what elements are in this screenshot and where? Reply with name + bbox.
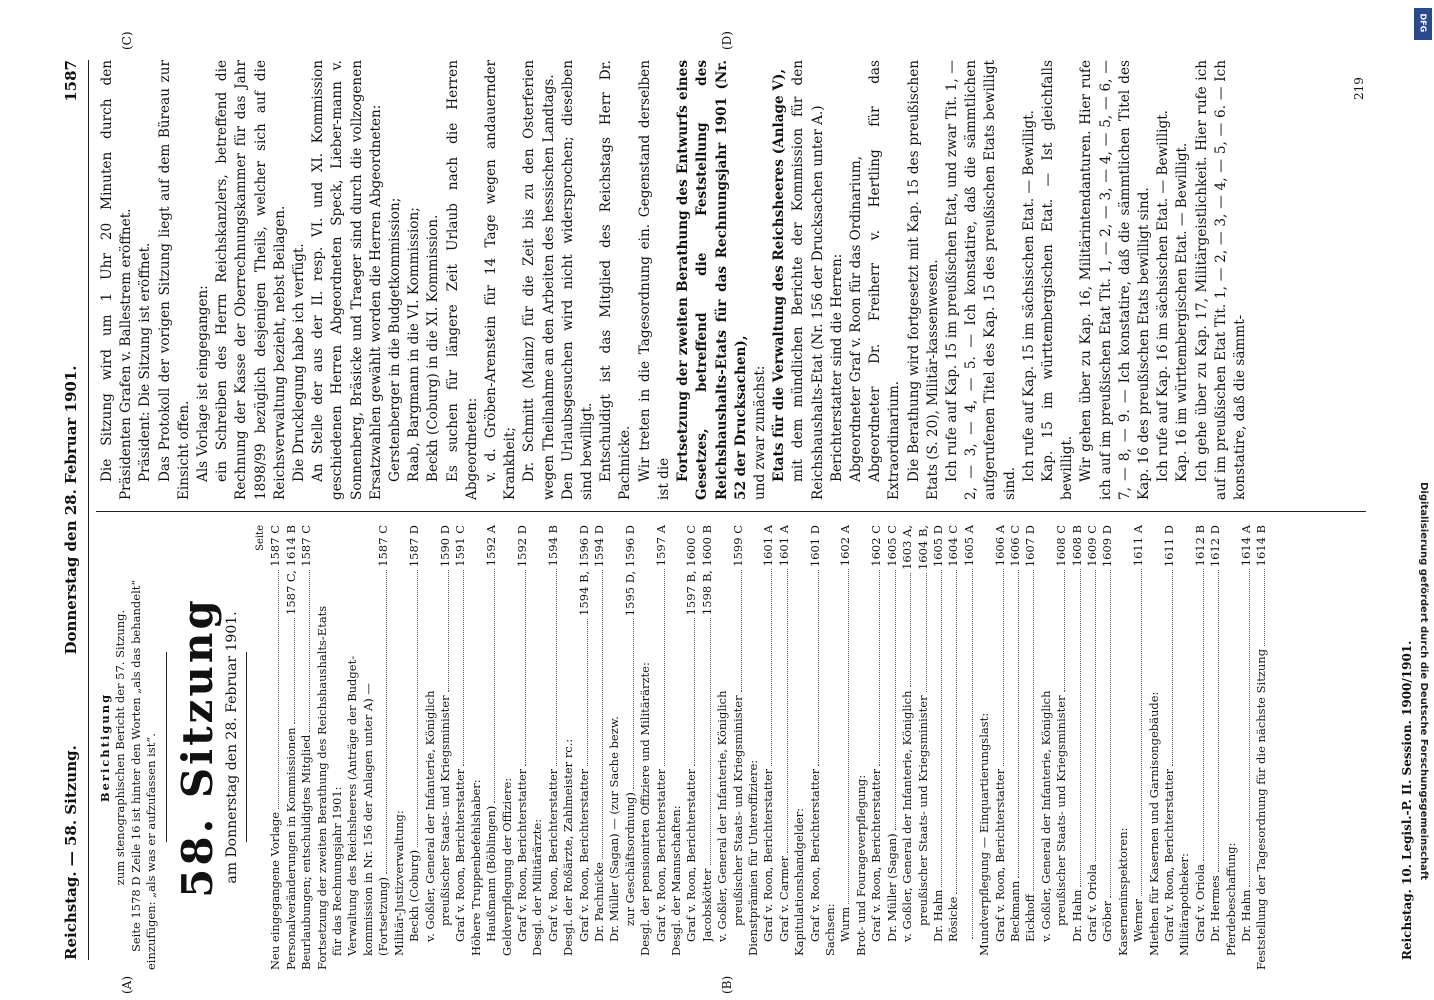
toc-entry-text: Sachsen: xyxy=(823,903,838,956)
toc-entry xyxy=(268,525,283,970)
toc-entry xyxy=(453,525,468,970)
toc-entry xyxy=(761,525,776,970)
toc-entry-page: 1587 C xyxy=(268,525,283,567)
proceedings-text xyxy=(98,60,1250,500)
toc-entry xyxy=(1162,525,1177,970)
toc-entry-page: 1612 B xyxy=(1192,525,1207,567)
toc-leader-dots xyxy=(1134,569,1142,896)
session-title: 58. Sitzung xyxy=(172,597,222,898)
toc-entry xyxy=(500,525,515,970)
seite-label: Seite xyxy=(255,525,267,551)
toc-entry-text: Militärapotheker: xyxy=(1177,853,1192,956)
toc-entry-page: 1601 A xyxy=(776,525,791,567)
proceedings-paragraph: Fortsetzung der zweiten Berathung des Entwurfs eines Gesetzes, betreffend die Feststellung des Reichshaushalts-Etats für das Rechnungsjahr 1901 (Nr. 52 der Drucksachen), xyxy=(675,60,749,500)
toc-leader-dots xyxy=(765,569,773,766)
toc-entry xyxy=(1147,525,1162,970)
header-left: Reichstag. — 58. Sitzung. xyxy=(62,745,80,960)
toc-leader-dots xyxy=(934,570,942,886)
toc-entry-text: Miethen für Kasernen und Garnisongebäude: xyxy=(1146,691,1161,956)
proceedings-paragraph: und zwar zunächst: xyxy=(751,365,768,500)
toc-entry xyxy=(546,525,561,970)
toc-entry-text: v. Goßler, General der Infanterie, Königlich xyxy=(900,690,915,942)
proceedings-paragraph: Dr. Schmitt (Mainz) für die Zeit bis zu den Osterferien wegen Theilnahme an den Arbeiten des hessischen Landtags. xyxy=(521,60,557,500)
toc-leader-dots xyxy=(487,569,495,803)
toc-entry-text: für das Rechnungsjahr 1901: xyxy=(330,786,345,956)
toc-entry-page: 1595 D, 1596 D xyxy=(622,525,637,617)
toc-entry-text: preußischer Staats- und Kriegsminister xyxy=(915,695,930,926)
toc-leader-dots xyxy=(703,618,711,865)
toc-entry xyxy=(731,525,746,970)
proceedings-paragraph: Ich rufe auf Kap. 15 im preußischen Etat, und zwar Tit. 1, — 2, — 3, — 4, — 5. — Ich konstatire, daß die sämmtlichen aufgerufenen Titel des Kap. 15 des preußischen Etats bewilligt sind. xyxy=(943,60,1018,500)
toc-entry xyxy=(1131,525,1146,970)
toc-entry-text: Beurlaubungen; entschuldigtes Mitglied xyxy=(299,734,314,970)
toc-entry-page: 1604 B, xyxy=(915,525,930,571)
toc-entry xyxy=(515,525,530,970)
toc-entry xyxy=(823,525,838,970)
proceedings-paragraph: Den Urlaubsgesuchen wird nicht widersprochen; dieselben sind bewilligt. xyxy=(559,60,596,500)
toc-entry xyxy=(438,525,453,970)
toc-entry-text: Graf v. Roon, Berichterstatter xyxy=(684,768,699,942)
toc-leader-dots xyxy=(456,570,464,766)
toc-leader-dots xyxy=(1165,570,1173,766)
toc-leader-dots xyxy=(1211,570,1219,872)
toc-entry-page: 1606 C xyxy=(1007,525,1022,567)
toc-entry xyxy=(869,525,884,970)
toc-entry-page: 1598 B, 1600 B xyxy=(699,525,714,616)
column-divider xyxy=(96,511,1366,512)
toc-leader-dots xyxy=(842,569,850,904)
toc-entry xyxy=(407,525,422,970)
toc-leader-dots xyxy=(272,570,280,809)
toc-entry-text: Graf v. Roon, Berichterstatter xyxy=(653,768,668,942)
toc-leader-dots xyxy=(1073,569,1081,886)
toc-entry-text: Fortsetzung der zweiten Berathung des Reichshaushalts-Etats xyxy=(314,605,329,970)
toc-leader-dots xyxy=(287,618,295,724)
toc-entry-page: 1605 D xyxy=(930,525,945,568)
toc-leader-dots xyxy=(580,619,588,766)
proceedings-paragraph: Ich rufe auf Kap. 15 im sächsischen Etat. — Bewilligt. xyxy=(1020,110,1037,482)
proceedings-paragraph: Wir gehen über zu Kap. 16, Militärintendanturen. Hier rufe ich auf im preußischen Etat Tit. 1, — 2, — 3, — 4, — 5, — 6, — 7, — 8, — 9. — Ich konstatire, daß die sämmtlichen Titel des Kap. 16 des preußischen Etats bewilligt sind. xyxy=(1078,60,1152,500)
toc-entry-page: 1591 C xyxy=(453,525,468,567)
toc-entry-text: Wurm xyxy=(838,906,853,942)
dfg-logo-text: DFG xyxy=(1418,13,1428,33)
toc-entry xyxy=(376,525,391,970)
toc-entry-page: 1604 C xyxy=(946,525,961,567)
margin-letter-a: (A) xyxy=(120,975,134,994)
toc-entry-page: 1611 A xyxy=(1131,525,1146,567)
toc-entry-text: preußischer Staats- und Kriegsminister xyxy=(437,695,452,926)
proceedings-paragraph: Ich gehe über zu Kap. 17, Militärgeistlichkeit. Hier rufe ich auf im preußischen Etat Tit. 1, — 2, — 3, — 4, — 5, — 6. — Ich konstatire, daß die sämmt- xyxy=(1193,60,1248,500)
toc-entry xyxy=(1239,525,1254,970)
toc-entry-page: 1594 D xyxy=(591,525,606,568)
toc-entry xyxy=(623,525,638,970)
toc-entry xyxy=(345,525,360,970)
toc-entry-text: Dr. Hahn xyxy=(1069,889,1084,942)
toc-entry-text: Feststellung der Tagesordnung für die nächste Sitzung xyxy=(1254,648,1269,970)
toc-entry xyxy=(746,525,761,970)
header-center: Donnerstag den 28. Februar 1901. xyxy=(62,365,80,655)
toc-entry-page: 1611 D xyxy=(1162,525,1176,568)
toc-entry xyxy=(1023,525,1038,970)
toc-leader-dots xyxy=(734,570,742,693)
toc-leader-dots xyxy=(1026,570,1034,891)
proceedings-paragraph: Abgeordneter Graf v. Roon für das Ordinarium, xyxy=(847,155,864,482)
proceedings-paragraph: v. d. Gröben-Arenstein für 14 Tage wegen andauernder Krankheit; xyxy=(483,60,519,500)
toc-entry-text: Kaserneninspektoren: xyxy=(1115,827,1130,956)
session-subtitle: am Donnerstag den 28. Februar 1901. xyxy=(223,611,240,884)
toc-entry-text: Graf v. Oriola xyxy=(1084,864,1099,942)
toc-entry xyxy=(700,525,715,970)
toc-entry-text: Brot- und Fourageverpflegung: xyxy=(853,774,868,956)
toc-entry-text: zur Geschäftsordnung) xyxy=(622,792,637,926)
toc-entry-text: Dr. Hahn xyxy=(1239,889,1254,942)
toc-entry-text: Dr. Müller (Sagan) — (zur Sache bezw. xyxy=(607,716,622,942)
toc-entry xyxy=(854,525,869,970)
toc-entry xyxy=(1208,525,1223,970)
toc-entry-text: v. Goßler, General der Infanterie, Königlich xyxy=(715,690,730,942)
toc-entry xyxy=(1008,525,1023,970)
toc-entry xyxy=(1254,525,1269,970)
toc-entry xyxy=(361,525,376,970)
toc-entry xyxy=(916,525,931,970)
toc-leader-dots xyxy=(626,619,634,789)
dfg-strip xyxy=(1412,0,1434,1000)
toc-leader-dots xyxy=(949,570,957,894)
proceedings-paragraph: Etats für die Verwaltung des Reichsheeres (Anlage V), xyxy=(771,68,788,482)
toc-entry xyxy=(1116,525,1131,970)
toc-entry xyxy=(1054,525,1069,970)
toc-entry xyxy=(684,525,699,970)
toc-entry-page: 1606 A xyxy=(992,525,1007,567)
signature-mark: 219 xyxy=(1352,77,1366,100)
toc-entry-page: 1609 C xyxy=(1084,525,1099,567)
toc-entry-text: Graf v. Roon, Berichterstatter xyxy=(453,768,468,942)
toc-entry xyxy=(592,525,607,970)
toc-entry-text: Desgl. der pensionirten Offiziere und Militärärzte: xyxy=(638,662,653,956)
proceedings-paragraph: Die Drucklegung habe ich verfügt. xyxy=(291,243,308,482)
toc-leader-dots xyxy=(595,570,603,859)
toc-leader-dots xyxy=(996,569,1004,766)
toc-entry xyxy=(330,525,345,970)
toc-entry xyxy=(946,525,961,970)
table-of-contents xyxy=(268,525,1269,970)
proceedings-paragraph: Es suchen für längere Zeit Urlaub nach die Herren Abgeordneten: xyxy=(444,60,480,500)
toc-entry-text: Rösicke xyxy=(946,896,961,942)
toc-entry-text: Desgl. der Militärärzte: xyxy=(530,818,545,956)
toc-leader-dots xyxy=(518,570,526,766)
toc-entry xyxy=(962,525,977,970)
proceedings-paragraph: mit dem mündlichen Berichte der Kommission für den Reichshaushalts-Etat (Nr. 156 der Drucksachen unter A.) xyxy=(790,60,826,500)
toc-entry xyxy=(284,525,299,970)
right-column xyxy=(98,60,1250,500)
proceedings-paragraph: Entschuldigt ist das Mitglied des Reichstags Herr Dr. Pachnicke. xyxy=(598,60,634,500)
toc-leader-dots xyxy=(410,570,418,847)
toc-entry xyxy=(484,525,499,970)
toc-entry xyxy=(1070,525,1085,970)
toc-entry xyxy=(530,525,545,970)
toc-entry xyxy=(607,525,622,970)
toc-leader-dots xyxy=(919,573,927,692)
proceedings-paragraph: Ich rufe auf Kap. 16 im sächsischen Etat. — Bewilligt. xyxy=(1155,110,1172,482)
dfg-credit: Digitalisierung gefördert durch die Deutsche Forschungsgemeinschaft xyxy=(1418,482,1429,880)
margin-letter-d: (D) xyxy=(720,31,734,50)
proceedings-paragraph: Die Berathung wird fortgesetzt mit Kap. 15 des preußischen Etats (S. 20), Militär-kassenwesen. xyxy=(905,60,941,500)
toc-entry xyxy=(1039,525,1054,970)
toc-entry-text: Desgl. der Roßärzte, Zahlmeister rc.: xyxy=(561,738,576,956)
toc-entry-text: Haußmann (Böblingen) xyxy=(484,805,499,942)
toc-leader-dots xyxy=(780,569,788,853)
toc-entry-text: Militär-Justizverwaltung: xyxy=(391,810,406,956)
toc-entry-page: 1605 A xyxy=(961,525,976,567)
toc-entry xyxy=(838,525,853,970)
proceedings-paragraph: Gerstenberger in die Budgetkommission; xyxy=(387,197,404,482)
toc-entry-page: 1592 A xyxy=(484,525,499,567)
toc-entry xyxy=(1177,525,1192,970)
toc-entry-page: 1603 A, xyxy=(900,525,915,570)
divider-rule xyxy=(166,653,167,843)
toc-entry-text: Höhere Truppenbefehlshaber: xyxy=(468,779,483,956)
toc-entry-text: Eickhoff xyxy=(1023,894,1038,942)
toc-leader-dots xyxy=(1011,570,1019,878)
proceedings-paragraph: Präsident: Die Sitzung ist eröffnet. xyxy=(137,242,154,482)
toc-leader-dots xyxy=(1196,569,1204,861)
page-footer: Reichstag. 10. Legisl.-P. II. Session. 1900/1901. xyxy=(1400,640,1414,960)
toc-entry-text: preußischer Staats- und Kriegsminister xyxy=(730,695,745,926)
toc-entry-text: Graf v. Carmer xyxy=(776,855,791,942)
toc-leader-dots xyxy=(888,570,896,831)
toc-leader-dots xyxy=(657,569,665,766)
correction-text-2: einzufügen: „als was er aufzufassen ist“. xyxy=(144,733,159,970)
toc-entry-text: Dienstprämien für Unteroffiziere: xyxy=(746,759,761,956)
toc-entry xyxy=(993,525,1008,970)
toc-entry xyxy=(808,525,823,970)
correction-sub: zum stenographischen Bericht der 57. Sitzung. xyxy=(113,609,128,886)
toc-entry-page: 1594 B xyxy=(545,525,560,567)
toc-entry-page: 1601 A xyxy=(761,525,776,567)
toc-entry-text: Jacobskötter xyxy=(699,868,714,942)
toc-entry xyxy=(315,525,330,970)
toc-leader-dots xyxy=(1258,569,1266,646)
toc-entry xyxy=(654,525,669,970)
toc-entry-page: 1602 A xyxy=(838,525,853,567)
toc-entry-page: 1587 C xyxy=(299,525,314,567)
margin-letter-c: (C) xyxy=(120,31,134,50)
toc-entry-text: Graf v. Oriola xyxy=(1192,864,1207,942)
toc-leader-dots xyxy=(1242,569,1250,886)
toc-entry-page: 1614 A xyxy=(1239,525,1254,567)
toc-entry xyxy=(931,525,946,970)
toc-entry-text: Graf v. Roon, Berichterstatter xyxy=(576,768,591,942)
toc-entry-page: 1597 B, 1600 C xyxy=(684,525,699,616)
toc-entry-text: Werner xyxy=(1131,899,1146,942)
toc-entry xyxy=(638,525,653,970)
proceedings-paragraph: Berichterstatter sind die Herren: xyxy=(828,253,845,482)
toc-entry-text: Graf v. Roon, Berichterstatter xyxy=(807,768,822,942)
proceedings-paragraph: Als Vorlage ist eingegangen: xyxy=(195,285,212,482)
toc-entry xyxy=(1224,525,1239,970)
toc-entry-page: 1592 D xyxy=(514,525,529,568)
toc-entry xyxy=(977,525,992,970)
toc-entry xyxy=(1193,525,1208,970)
toc-entry-text: Dr. Müller (Sagan) xyxy=(884,833,899,942)
toc-entry-text: Gröber xyxy=(1100,900,1115,942)
toc-entry xyxy=(392,525,407,970)
toc-leader-dots xyxy=(811,570,819,766)
toc-entry-text: Dr. Hermes xyxy=(1208,875,1223,942)
toc-entry-text: v. Goßler, General der Infanterie, Königlich xyxy=(422,690,437,942)
margin-letter-b: (B) xyxy=(720,975,734,994)
toc-entry-page: 1614 B xyxy=(1254,525,1269,567)
page-number: 1587 xyxy=(62,60,80,102)
toc-entry xyxy=(299,525,314,970)
toc-entry xyxy=(885,525,900,970)
toc-leader-dots xyxy=(441,570,449,692)
toc-entry-text: Verwaltung des Reichsheeres (Anträge der Budget- xyxy=(345,655,360,956)
toc-entry xyxy=(669,525,684,970)
toc-entry xyxy=(792,525,807,970)
toc-entry xyxy=(423,525,438,970)
proceedings-paragraph: Beckh (Coburg) in die XI. Kommission. xyxy=(425,214,442,482)
toc-leader-dots xyxy=(872,570,880,766)
toc-leader-dots xyxy=(903,573,911,688)
correction-title: Berichtigung xyxy=(98,692,112,803)
toc-entry xyxy=(577,525,592,970)
header-rule xyxy=(88,60,89,960)
toc-entry-text: Geldverpflegung der Offiziere: xyxy=(499,777,514,956)
toc-entry-page: 1601 D xyxy=(807,525,822,568)
toc-entry-text: Dr. Hahn xyxy=(930,889,945,942)
toc-entry-text: Graf v. Roon, Berichterstatter xyxy=(869,768,884,942)
toc-entry-text: v. Goßler, General der Infanterie, Königlich xyxy=(1038,690,1053,942)
toc-entry-text: Graf v. Roon, Berichterstatter xyxy=(514,768,529,942)
toc-entry-text: Graf v. Roon, Berichterstatter xyxy=(545,768,560,942)
toc-entry-page: 1607 D xyxy=(1023,525,1038,568)
toc-entry-page: 1597 A xyxy=(653,525,668,567)
proceedings-paragraph: Abgeordneter Dr. Freiherr v. Hertling für das Extraordinarium. xyxy=(867,60,903,500)
toc-leader-dots xyxy=(549,569,557,765)
toc-entry-text: Desgl. der Mannschaften: xyxy=(669,805,683,956)
toc-entry-page: 1605 C xyxy=(884,525,899,567)
toc-entry-page: 1612 D xyxy=(1208,525,1223,568)
proceedings-paragraph: Kap. 15 im württembergischen Etat. — Ist gleichfalls bewilligt. xyxy=(1039,60,1076,500)
proceedings-paragraph: Raab, Bargmann in die VI. Kommission; xyxy=(406,207,423,482)
left-column xyxy=(98,525,1270,970)
toc-leader-dots xyxy=(1057,570,1065,693)
toc-entry xyxy=(561,525,576,970)
toc-entry xyxy=(469,525,484,970)
toc-entry-page: 1602 C xyxy=(869,525,884,567)
proceedings-paragraph: ein Schreiben des Herrn Reichskanzlers, betreffend die Rechnung der Kasse der Oberrechnungskammer für das Jahr 1898/99 bezüglich desjenigen Theils, welcher sich auf die Reichsverwaltung bezieht, nebst Beilagen. xyxy=(214,60,288,500)
toc-entry-page: 1594 B, 1596 D xyxy=(576,525,591,616)
toc-entry-text: Dr. Pachnicke xyxy=(591,862,606,942)
toc-leader-dots xyxy=(1088,570,1096,861)
dfg-logo xyxy=(1414,8,1432,40)
toc-entry-text: Kapitulationshandgelder: xyxy=(792,808,807,956)
proceedings-paragraph: An Stelle der aus der II. resp. VI. und XI. Kommission geschiedenen Herren Abgeordneten Speck, Lieber-mann v. Sonnenberg, Bräsicke und Traeger sind durch die vollzogenen Ersatzwahlen gewählt worden die Herren Abgeordneten: xyxy=(310,60,384,500)
divider-rule xyxy=(246,653,247,843)
page-header xyxy=(62,60,86,960)
toc-entry-page: 1587 C, 1614 B xyxy=(283,525,298,615)
toc-entry-text: Graf v. Roon, Berichterstatter xyxy=(992,768,1007,942)
toc-entry-page: 1608 C xyxy=(1054,525,1069,567)
toc-entry-text: Beckh (Coburg) xyxy=(407,849,422,942)
proceedings-paragraph: Kap. 16 im württembergischen Etat. — Bewilligt. xyxy=(1174,142,1191,482)
correction-text-1: Seite 1578 D Zeile 16 ist hinter den Worten „als das behandelt“ xyxy=(128,579,143,952)
toc-entry-text: Graf v. Roon, Berichterstatter xyxy=(761,768,776,942)
toc-leader-dots xyxy=(1103,570,1111,898)
toc-entry-text: (Fortsetzung) xyxy=(376,877,391,956)
toc-leader-dots xyxy=(688,618,696,765)
toc-entry-text: Graf v. Roon, Berichterstatter xyxy=(1162,768,1176,942)
toc-entry xyxy=(715,525,730,970)
toc-entry-text: Neu eingegangene Vorlage xyxy=(268,811,283,970)
toc-entry-text: Mundverpflegung — Einquartierungslast: xyxy=(977,712,992,956)
toc-entry-page: 1590 D xyxy=(437,525,452,568)
toc-entry-text: Personalveränderungen in Kommissionen xyxy=(283,727,298,970)
toc-entry-page: 1599 C xyxy=(730,525,745,567)
toc-entry-page: 1609 D xyxy=(1100,525,1115,568)
toc-entry-text: kommission in Nr. 156 der Anlagen unter A) — xyxy=(360,683,375,956)
proceedings-paragraph: Die Sitzung wird um 1 Uhr 20 Minuten durch den Präsidenten Grafen v. Ballestrem eröffnet. xyxy=(99,60,135,500)
toc-entry-text: Pferdebeschaffung: xyxy=(1223,842,1238,956)
toc-entry-text: Beckmann xyxy=(1007,880,1022,942)
toc-entry-page: 1587 D xyxy=(407,525,422,568)
toc-entry xyxy=(1100,525,1115,970)
proceedings-paragraph: Wir treten in die Tagesordnung ein. Gegenstand derselben ist die xyxy=(636,60,672,500)
toc-entry xyxy=(777,525,792,970)
toc-leader-dots xyxy=(302,570,310,732)
toc-leader-dots xyxy=(379,570,387,874)
toc-leader-dots xyxy=(965,569,973,939)
toc-entry-page: 1587 C xyxy=(376,525,391,567)
toc-entry xyxy=(1085,525,1100,970)
proceedings-paragraph: Das Protokoll der vorigen Sitzung liegt auf dem Büreau zur Einsicht offen. xyxy=(156,60,192,500)
toc-entry-page: 1608 B xyxy=(1069,525,1084,567)
toc-entry-text: preußischer Staats- und Kriegsminister xyxy=(1054,695,1069,926)
toc-entry xyxy=(900,525,915,970)
